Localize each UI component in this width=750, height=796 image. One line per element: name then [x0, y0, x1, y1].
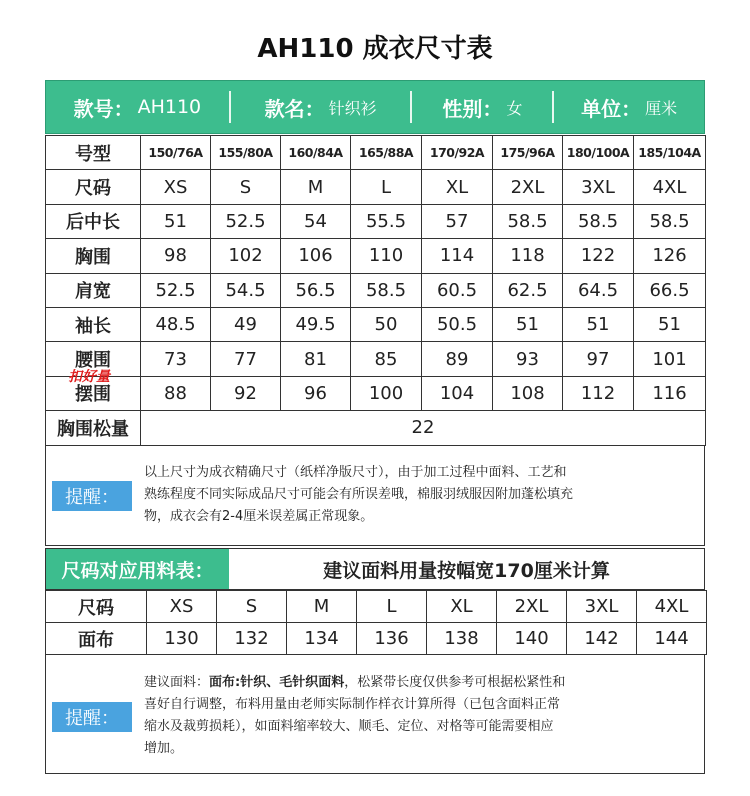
table-cell: 88 [141, 376, 211, 410]
size-code: 170/92A [422, 136, 493, 170]
table-cell: 51 [634, 307, 706, 341]
unit [554, 81, 704, 133]
table-row [46, 411, 706, 445]
reminder-line: 物，成衣会有2-4厘米误差属正常现象。 [144, 509, 374, 524]
table-cell: 57 [422, 204, 493, 238]
reminder-box [45, 445, 705, 546]
reminder-line: 增加。 [144, 741, 184, 756]
gender [412, 81, 552, 133]
table-row [46, 307, 706, 341]
table-cell: 85 [351, 342, 422, 376]
size-code: 155/80A [211, 136, 281, 170]
row-label: 尺码 [46, 170, 141, 204]
table-cell: 97 [563, 342, 634, 376]
reminder-tag: 提醒： [52, 481, 132, 511]
table-cell: 56.5 [281, 273, 351, 307]
table-cell: 116 [634, 376, 706, 410]
row-label: 腰围 [46, 342, 141, 376]
table-cell: 66.5 [634, 273, 706, 307]
table-cell: 140 [497, 623, 567, 655]
table-cell: L [351, 170, 422, 204]
reminder-line: 以上尺寸为成衣精确尺寸（纸样净版尺寸），由于加工过程中面料、工艺和 [144, 465, 567, 480]
table-cell: 51 [563, 307, 634, 341]
table-cell: 51 [493, 307, 563, 341]
table-cell: M [281, 170, 351, 204]
table-cell: 102 [211, 239, 281, 273]
table-cell: 144 [637, 623, 707, 655]
table-cell: 4XL [637, 591, 707, 623]
table-cell: 58.5 [351, 273, 422, 307]
table-cell: 118 [493, 239, 563, 273]
reminder-intro: 建议面料： [144, 675, 210, 690]
table-cell: 114 [422, 239, 493, 273]
reminder-text [144, 672, 700, 760]
row-label: 胸围 [46, 239, 141, 273]
style-value: AH110 [137, 96, 202, 118]
table-row [46, 342, 706, 376]
table-cell: 50 [351, 307, 422, 341]
table-cell: 89 [422, 342, 493, 376]
fabric-section-header [45, 548, 705, 590]
table-cell: L [357, 591, 427, 623]
name-value: 针织衫 [328, 98, 377, 118]
table-cell: 58.5 [493, 204, 563, 238]
table-cell: 138 [427, 623, 497, 655]
reminder-line: 熟练程度不同实际成品尺寸可能会有所误差哦，棉服羽绒服因附加蓬松填充 [144, 487, 574, 502]
fabric-section-label: 尺码对应用料表： [46, 549, 229, 589]
style-number [46, 81, 229, 133]
style-name [231, 81, 411, 133]
table-cell: 106 [281, 239, 351, 273]
table-row [46, 136, 706, 170]
table-cell: 92 [211, 376, 281, 410]
row-label: 袖长 [46, 307, 141, 341]
table-cell: 54.5 [211, 273, 281, 307]
table-cell: 51 [141, 204, 211, 238]
table-cell: 132 [217, 623, 287, 655]
reminder-rest: ，松紧带长度仅供参考可根据松紧性和 [344, 675, 566, 690]
table-cell: 100 [351, 376, 422, 410]
size-code: 180/100A [563, 136, 634, 170]
table-cell: 49.5 [281, 307, 351, 341]
table-cell: 3XL [563, 170, 634, 204]
table-cell: 136 [357, 623, 427, 655]
table-cell: S [211, 170, 281, 204]
reminder-line [144, 672, 700, 694]
table-cell: 112 [563, 376, 634, 410]
page-title: AH110 成衣尺寸表 [257, 34, 493, 64]
size-code: 165/88A [351, 136, 422, 170]
size-code: 175/96A [493, 136, 563, 170]
reminder-bold: 面布:针织、毛针织面料 [209, 675, 345, 690]
table-cell: XS [141, 170, 211, 204]
table-cell: 126 [634, 239, 706, 273]
table-cell: 104 [422, 376, 493, 410]
table-cell: 77 [211, 342, 281, 376]
table-cell: 98 [141, 239, 211, 273]
row-label: 肩宽 [46, 273, 141, 307]
header-bar [45, 80, 705, 134]
table-cell: S [217, 591, 287, 623]
table-cell: 142 [567, 623, 637, 655]
table-cell: 64.5 [563, 273, 634, 307]
ease-value: 22 [141, 411, 706, 445]
row-label: 尺码 [46, 591, 147, 623]
table-cell: 58.5 [563, 204, 634, 238]
table-cell: XL [422, 170, 493, 204]
table-cell: 48.5 [141, 307, 211, 341]
row-label: 后中长 [46, 204, 141, 238]
reminder-box-2 [45, 654, 705, 774]
table-cell: 50.5 [422, 307, 493, 341]
table-cell: 58.5 [634, 204, 706, 238]
gender-label: 性别： [442, 96, 503, 121]
table-row [46, 239, 706, 273]
table-cell: 122 [563, 239, 634, 273]
table-cell: 134 [287, 623, 357, 655]
row-label: 面布 [46, 623, 147, 655]
table-cell: 54 [281, 204, 351, 238]
table-cell: 93 [493, 342, 563, 376]
size-table [45, 135, 706, 446]
unit-label: 单位： [581, 96, 642, 121]
gender-value: 女 [506, 98, 523, 118]
table-cell: XL [427, 591, 497, 623]
fabric-section-title: 建议面料用量按幅宽170厘米计算 [323, 559, 610, 582]
size-code: 150/76A [141, 136, 211, 170]
table-cell: 55.5 [351, 204, 422, 238]
table-row [46, 623, 707, 655]
table-cell: 62.5 [493, 273, 563, 307]
style-label: 款号： [73, 96, 134, 121]
table-cell: 2XL [497, 591, 567, 623]
row-label: 号型 [46, 136, 141, 170]
reminder-tag: 提醒： [52, 702, 132, 732]
unit-value: 厘米 [645, 98, 678, 118]
table-cell: M [287, 591, 357, 623]
table-cell: XS [147, 591, 217, 623]
table-cell: 101 [634, 342, 706, 376]
size-code: 160/84A [281, 136, 351, 170]
table-cell: 4XL [634, 170, 706, 204]
table-cell: 130 [147, 623, 217, 655]
reminder-line: 缩水及裁剪损耗），如面料缩率较大、顺毛、定位、对格等可能需要相应 [144, 719, 554, 734]
name-label: 款名： [264, 96, 325, 121]
table-cell: 49 [211, 307, 281, 341]
table-cell: 52.5 [141, 273, 211, 307]
table-row [46, 273, 706, 307]
table-cell: 3XL [567, 591, 637, 623]
table-cell: 52.5 [211, 204, 281, 238]
row-label: 胸围松量 [46, 411, 141, 445]
table-cell: 108 [493, 376, 563, 410]
table-row [46, 376, 706, 410]
fabric-table [45, 590, 707, 655]
table-cell: 96 [281, 376, 351, 410]
table-row [46, 170, 706, 204]
table-cell: 60.5 [422, 273, 493, 307]
row-label: 摆围 [46, 376, 141, 410]
table-cell: 110 [351, 239, 422, 273]
table-row [46, 591, 707, 623]
table-cell: 81 [281, 342, 351, 376]
reminder-line: 喜好自行调整，布料用量由老师实际制作样衣计算所得（已包含面料正常 [144, 697, 561, 712]
size-code: 185/104A [634, 136, 706, 170]
table-cell: 73 [141, 342, 211, 376]
reminder-text [144, 462, 700, 528]
table-cell: 2XL [493, 170, 563, 204]
stamp-text: 扣好量 [68, 369, 110, 385]
table-row [46, 204, 706, 238]
